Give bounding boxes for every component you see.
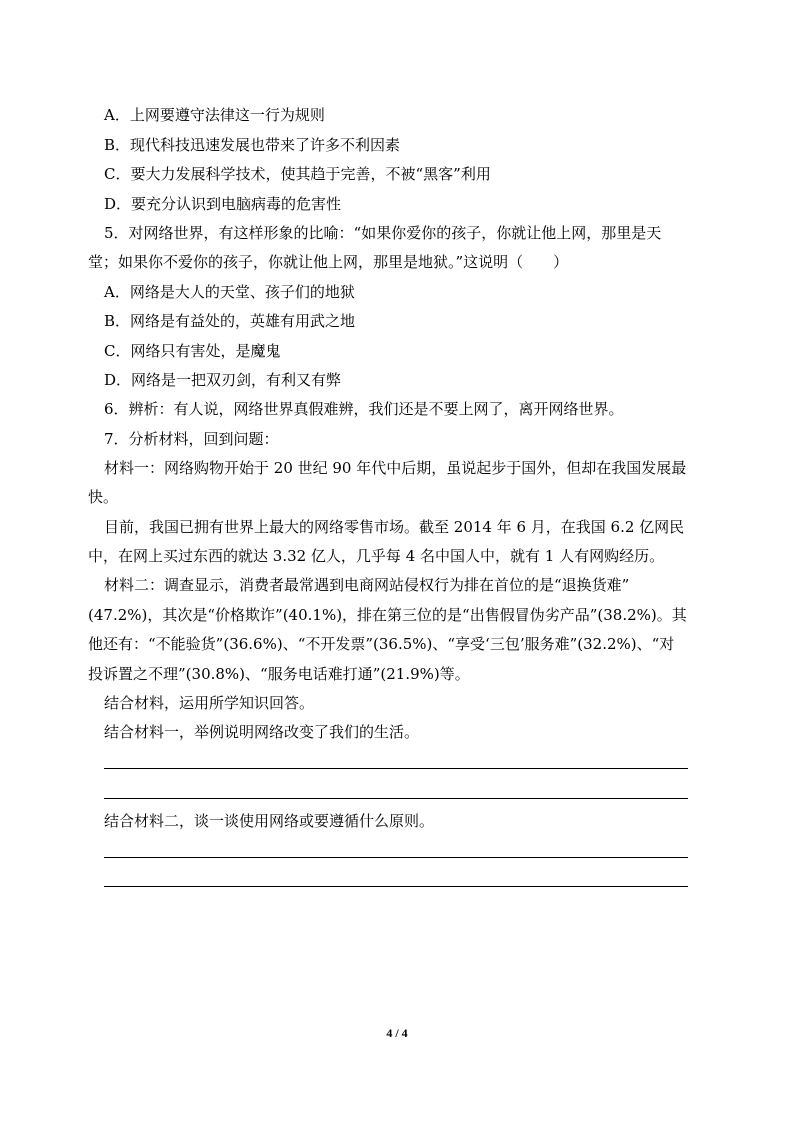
- answer-line[interactable]: [104, 857, 688, 858]
- q7-material2-line4: 投诉置之不理”(30.8%)、“服务电话难打通”(21.9%)等。: [88, 665, 470, 683]
- q5-stem-line1: 5．对网络世界，有这样形象的比喻：“如果你爱你的孩子，你就让他上网，那里是天: [104, 224, 662, 242]
- q5-stem-line2: 堂；如果你不爱你的孩子，你就让他上网，那里是地狱。”这说明（ ）: [88, 253, 569, 271]
- answer-line[interactable]: [104, 768, 688, 769]
- q4-option-c: C．要大力发展科学技术，使其趋于完善，不被“黑客”利用: [104, 165, 491, 183]
- q5-option-d: D．网络是一把双刃剑，有利又有弊: [104, 371, 342, 389]
- answer-line[interactable]: [104, 798, 688, 799]
- q7-material1-line3: 目前，我国已拥有世界上最大的网络零售市场。截至 2014 年 6 月，在我国 6.2 亿网民: [104, 518, 685, 536]
- q7-material2-line1: 材料二：调查显示，消费者最常遇到电商网站侵权行为排在首位的是“退换货难”: [104, 576, 630, 594]
- q7-material2-line3: 他还有：“不能验货”(36.6%)、“不开发票”(36.5%)、“享受‘三包’服务难”(32.2%)、“对: [88, 635, 675, 653]
- q5-option-b: B．网络是有益处的，英雄有用武之地: [104, 312, 356, 330]
- q7-material2-line2: (47.2%)，其次是“价格欺诈”(40.1%)，排在第三位的是“出售假冒伪劣产品”(38.2%)。其: [88, 606, 687, 624]
- q4-option-a: A．上网要遵守法律这一行为规则: [104, 106, 325, 124]
- q6-stem: 6．辨析：有人说，网络世界真假难辨，我们还是不要上网了，离开网络世界。: [104, 400, 624, 418]
- q7-subquestion1: 结合材料一，举例说明网络改变了我们的生活。: [104, 723, 420, 741]
- q5-option-a: A．网络是大人的天堂、孩子们的地狱: [104, 283, 355, 301]
- q7-instruction: 结合材料，运用所学知识回答。: [104, 694, 315, 712]
- q5-option-c: C．网络只有害处，是魔鬼: [104, 342, 281, 360]
- answer-line[interactable]: [104, 886, 688, 887]
- page-number: 4 / 4: [386, 1026, 408, 1040]
- q7-material1-line4: 中，在网上买过东西的就达 3.32 亿人，几乎每 4 名中国人中，就有 1 人有网购经历。: [88, 547, 665, 565]
- q7-material1-line2: 快。: [88, 488, 119, 506]
- q4-option-d: D．要充分认识到电脑病毒的危害性: [104, 195, 342, 213]
- q7-material1-line1: 材料一：网络购物开始于 20 世纪 90 年代中后期，虽说起步于国外，但却在我国发展最: [104, 459, 687, 477]
- q7-subquestion2: 结合材料二，谈一谈使用网络或要遵循什么原则。: [104, 812, 435, 830]
- q7-title: 7．分析材料，回到问题：: [104, 430, 279, 448]
- q4-option-b: B．现代科技迅速发展也带来了许多不利因素: [104, 136, 401, 154]
